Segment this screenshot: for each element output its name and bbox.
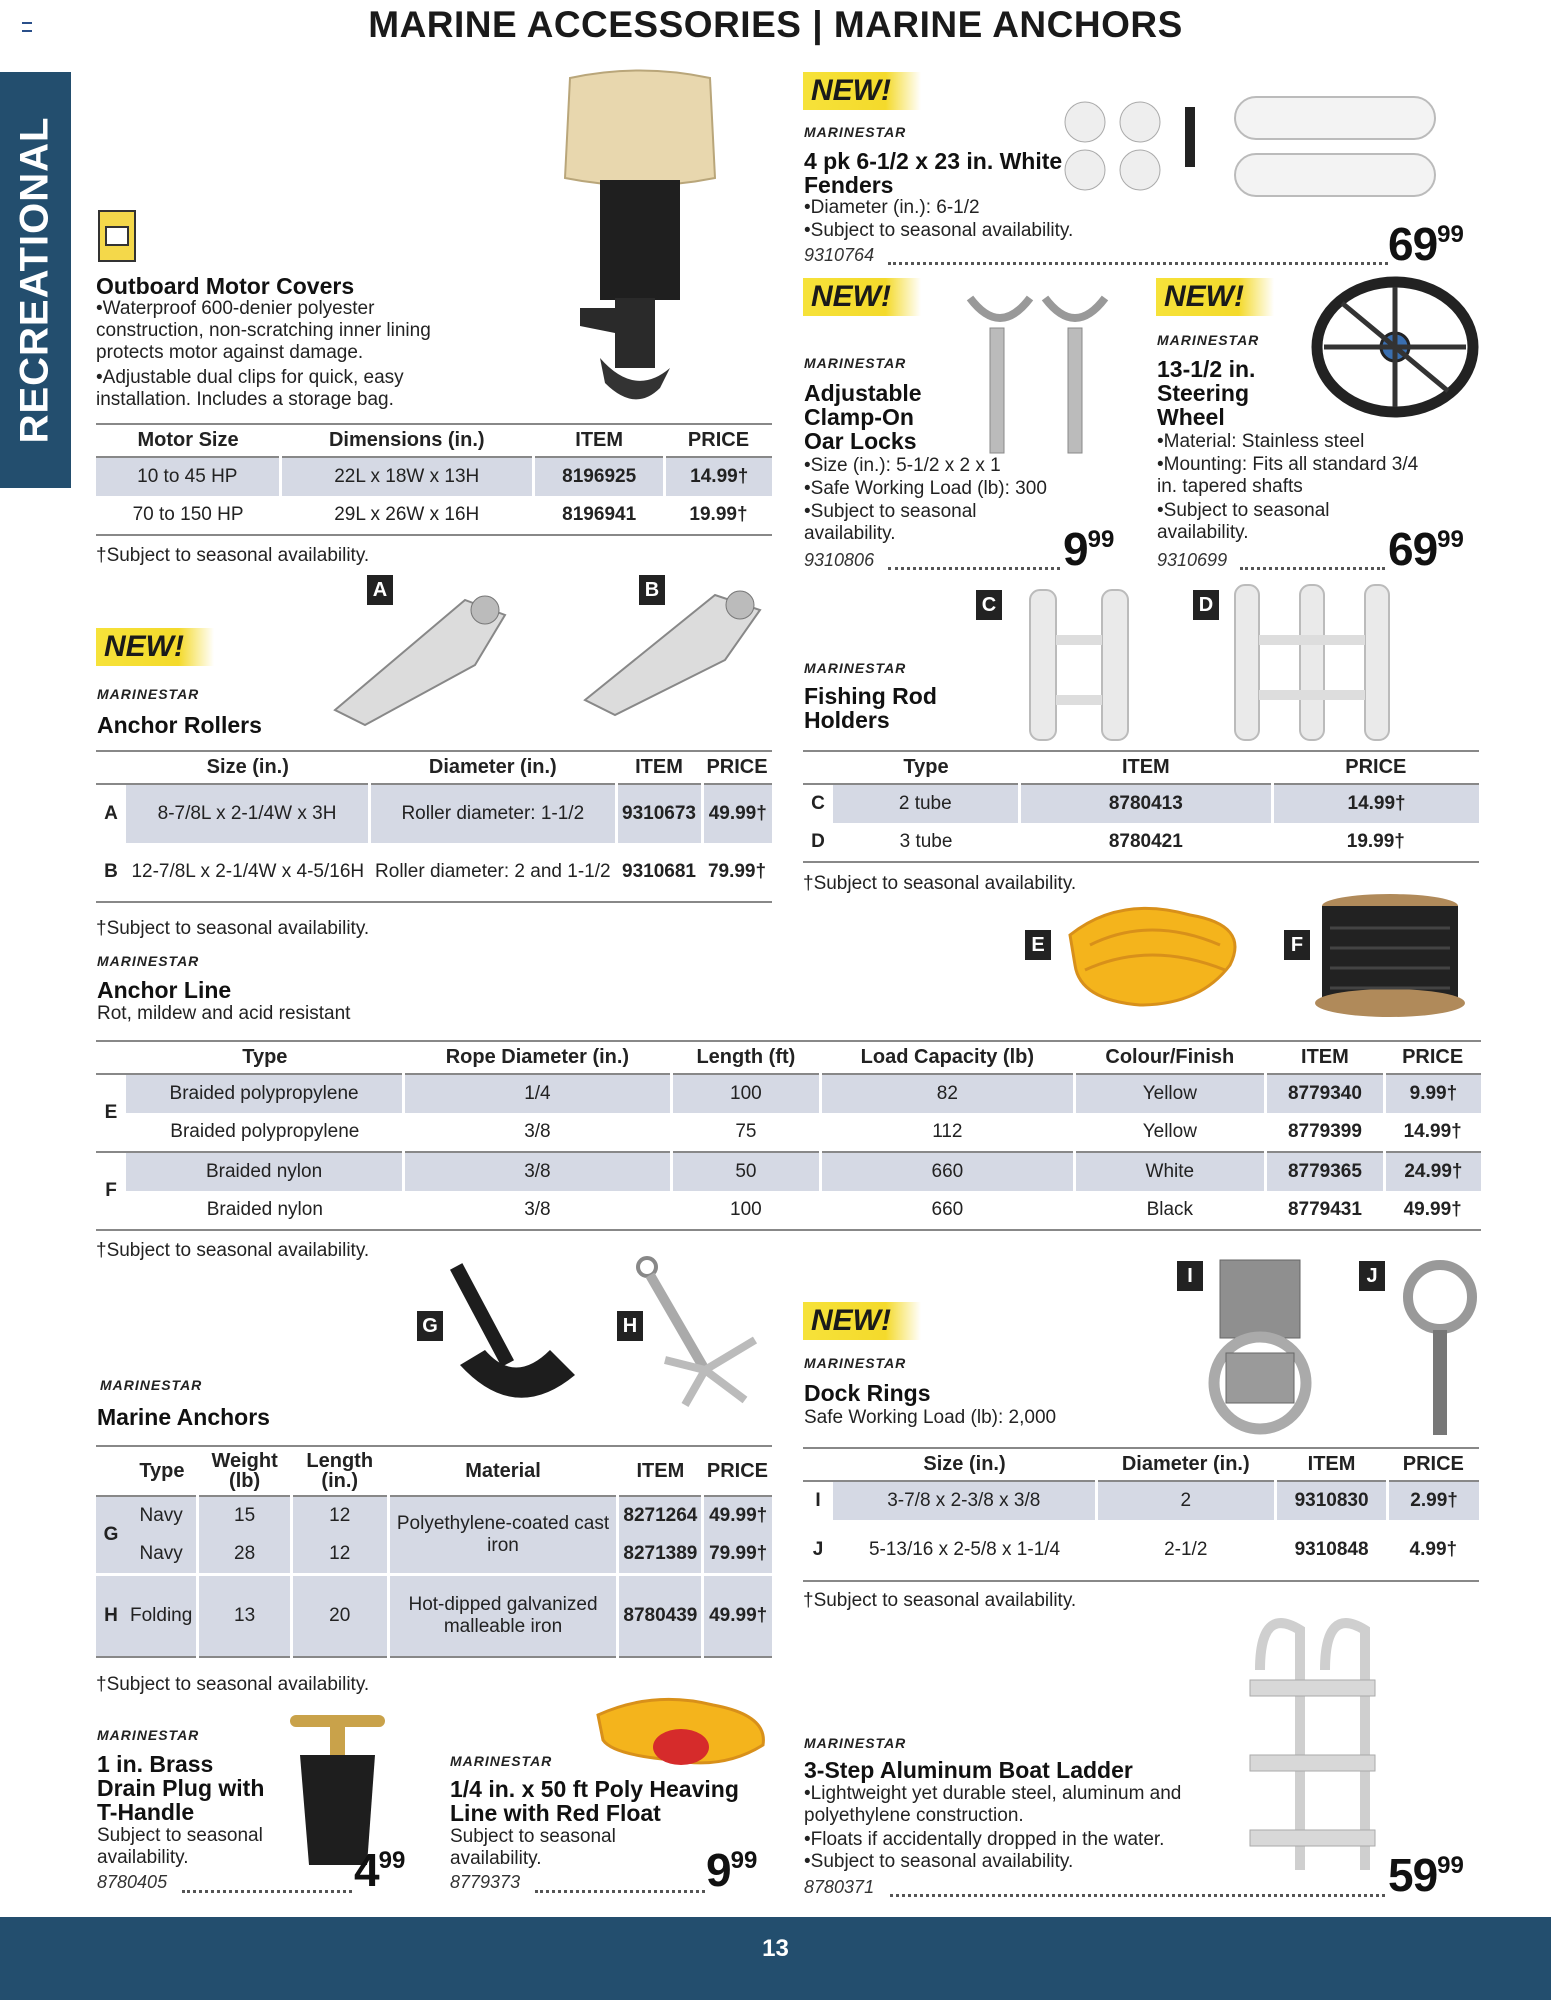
cell: Navy [126, 1535, 198, 1575]
brand-logo: MARINESTAR [804, 660, 907, 676]
rod-holders-table [803, 750, 1479, 863]
cell: 8780413 [1019, 784, 1273, 823]
col-header: Size (in.) [126, 751, 370, 784]
cell: 19.99† [1273, 823, 1479, 862]
cell: 100 [671, 1191, 820, 1230]
image-label-j: J [1359, 1261, 1385, 1291]
marine-anchors-title: Marine Anchors [97, 1404, 270, 1430]
boat-ladder-bullet-3: •Subject to seasonal availability. [804, 1851, 1074, 1872]
cell: 9310681 [616, 843, 702, 902]
cell: 3/8 [404, 1191, 672, 1230]
brand-logo: MARINESTAR [1157, 332, 1260, 348]
cell: 8196941 [533, 496, 665, 535]
col-header: Weight (lb) [198, 1446, 292, 1496]
brand-logo: MARINESTAR [804, 355, 907, 371]
cell: 3/8 [404, 1113, 672, 1152]
price-cents: 99 [378, 1847, 406, 1874]
image-label-i: I [1177, 1261, 1203, 1291]
col-header: PRICE [1273, 751, 1479, 784]
motor-covers-bullet-1: •Waterproof 600-denier polyester construction, non-scratching inner lining protects motor against damage. [96, 298, 431, 363]
new-badge: NEW! [1156, 278, 1274, 316]
motor-cover-image [540, 68, 740, 413]
boat-ladder-bullet-1: •Lightweight yet durable steel, aluminum and polyethylene construction. [804, 1783, 1182, 1826]
col-header: Length (in.) [291, 1446, 388, 1496]
col-header: Motor Size [96, 424, 280, 457]
brand-logo: MARINESTAR [100, 1377, 203, 1393]
image-label-b: B [639, 575, 665, 605]
oar-locks-sku: 9310806 [804, 550, 875, 570]
table-row [96, 496, 772, 535]
fenders-image [1045, 92, 1485, 207]
price-dollars: 59 [1388, 1849, 1438, 1901]
steering-wheel-title: 13-1/2 in. Steering Wheel [1157, 356, 1256, 430]
col-header [803, 751, 833, 784]
heaving-line-title: 1/4 in. x 50 ft Poly Heaving Line with Red Float [450, 1776, 739, 1826]
steering-wheel-sku: 9310699 [1157, 550, 1228, 570]
col-header: ITEM [618, 1446, 703, 1496]
section-tab [0, 72, 71, 488]
cell: 8780439 [618, 1575, 703, 1658]
heaving-line-desc: Subject to seasonal availability. [450, 1826, 616, 1869]
cell: 24.99† [1384, 1152, 1481, 1191]
cell: 29L x 26W x 16H [280, 496, 533, 535]
cell: Folding [126, 1575, 198, 1658]
table-row [96, 1113, 1481, 1152]
heaving-line-price [706, 1843, 757, 1897]
image-label-e: E [1025, 930, 1051, 960]
image-label-a: A [367, 575, 393, 605]
table-row [96, 843, 772, 902]
price-cents: 99 [1437, 221, 1464, 248]
brand-logo: MARINESTAR [804, 1735, 907, 1751]
fenders-sku: 9310764 [804, 245, 875, 265]
seasonal-note: †Subject to seasonal availability. [803, 1590, 1077, 1611]
leader-dots [535, 1890, 705, 1893]
cell: 8779399 [1266, 1113, 1385, 1152]
power-test-icon [98, 210, 136, 262]
rod-holders-title: Fishing Rod Holders [804, 683, 937, 733]
cell: 3/8 [404, 1152, 672, 1191]
drain-plug-sku: 8780405 [97, 1872, 168, 1892]
cell: 9310848 [1275, 1520, 1387, 1581]
col-header: PRICE [1384, 1041, 1481, 1074]
leader-dots [888, 262, 1388, 265]
table-row [96, 784, 772, 843]
col-header: Type [833, 751, 1019, 784]
table-row [803, 823, 1479, 862]
rod-holder-3-tube-image [1225, 580, 1405, 745]
cell: Braided nylon [126, 1152, 404, 1191]
cell: Polyethylene-coated cast iron [388, 1496, 618, 1575]
row-label: F [96, 1152, 126, 1230]
page-number: 13 [762, 1935, 789, 1962]
row-label: C [803, 784, 833, 823]
cell: 12-7/8L x 2-1/4W x 4-5/16H [126, 843, 370, 902]
heaving-line-image [593, 1685, 773, 1780]
steering-wheel-bullet-1: •Material: Stainless steel [1157, 431, 1365, 452]
anchor-line-subtitle: Rot, mildew and acid resistant [97, 1003, 351, 1024]
cell: 22L x 18W x 13H [280, 457, 533, 496]
marine-anchors-table [96, 1445, 772, 1658]
cell: 49.99† [703, 1575, 772, 1658]
steering-wheel-bullet-2: •Mounting: Fits all standard 3/4 in. tapered shafts [1157, 454, 1419, 497]
cell: Braided polypropylene [126, 1113, 404, 1152]
image-label-g: G [417, 1311, 443, 1341]
anchor-roller-b-image [575, 575, 775, 725]
brand-logo: MARINESTAR [97, 686, 200, 702]
cell: 82 [821, 1074, 1075, 1113]
image-label-d: D [1193, 590, 1219, 620]
boat-ladder-price [1388, 1848, 1464, 1902]
cell: 14.99† [1384, 1113, 1481, 1152]
cell: 49.99† [703, 1496, 772, 1535]
table-row [803, 1481, 1479, 1520]
col-header: ITEM [1266, 1041, 1385, 1074]
table-row [96, 457, 772, 496]
boat-ladder-image [1240, 1600, 1390, 1880]
row-label: J [803, 1520, 833, 1581]
cell: 49.99† [702, 784, 772, 843]
row-label: E [96, 1074, 126, 1152]
cell: 13 [198, 1575, 292, 1658]
brand-logo: MARINESTAR [804, 1355, 907, 1371]
new-badge: NEW! [803, 72, 921, 110]
col-header: PRICE [702, 751, 772, 784]
oar-locks-image [960, 278, 1120, 458]
anchor-line-table [96, 1040, 1481, 1231]
drain-plug-title: 1 in. Brass Drain Plug with T-Handle [97, 1751, 265, 1825]
drain-plug-desc: Subject to seasonal availability. [97, 1825, 263, 1868]
cell: 49.99† [1384, 1191, 1481, 1230]
col-header: Rope Diameter (in.) [404, 1041, 672, 1074]
cell: 2-1/2 [1096, 1520, 1275, 1581]
cell: 9.99† [1384, 1074, 1481, 1113]
cell: 14.99† [1273, 784, 1479, 823]
dock-rings-subtitle: Safe Working Load (lb): 2,000 [804, 1407, 1057, 1428]
cell: 19.99† [665, 496, 772, 535]
page-footer [0, 1917, 1551, 2000]
cell: 79.99† [703, 1535, 772, 1575]
brand-logo: MARINESTAR [804, 124, 907, 140]
anchor-roller-a-image [325, 575, 525, 735]
row-label: I [803, 1481, 833, 1520]
price-dollars: 69 [1388, 523, 1438, 575]
cell: 8780421 [1019, 823, 1273, 862]
new-badge: NEW! [96, 628, 214, 666]
col-header: PRICE [665, 424, 772, 457]
cell: 9310830 [1275, 1481, 1387, 1520]
row-label: H [96, 1575, 126, 1658]
seasonal-note: †Subject to seasonal availability. [96, 1240, 370, 1261]
seasonal-note: †Subject to seasonal availability. [96, 545, 370, 566]
col-header: Dimensions (in.) [280, 424, 533, 457]
table-row [96, 1575, 772, 1658]
fenders-title: 4 pk 6-1/2 x 23 in. White Fenders [804, 148, 1063, 198]
cell: 100 [671, 1074, 820, 1113]
motor-covers-table [96, 423, 772, 536]
new-badge: NEW! [803, 278, 921, 316]
dock-ring-i-image [1198, 1258, 1318, 1443]
col-header: Colour/Finish [1074, 1041, 1265, 1074]
cell: White [1074, 1152, 1265, 1191]
col-header: ITEM [1275, 1448, 1387, 1481]
cell: 2 [1096, 1481, 1275, 1520]
oar-locks-bullet-3: •Subject to seasonal availability. [804, 501, 977, 544]
cell: 15 [198, 1496, 292, 1535]
cell: 14.99† [665, 457, 772, 496]
cell: 8779431 [1266, 1191, 1385, 1230]
brand-logo: MARINESTAR [97, 953, 200, 969]
cell: Yellow [1074, 1074, 1265, 1113]
price-cents: 99 [1087, 526, 1115, 553]
rod-holder-2-tube-image [1020, 585, 1140, 745]
col-header [96, 751, 126, 784]
cell: 9310673 [616, 784, 702, 843]
brand-logo: MARINESTAR [450, 1753, 553, 1769]
cell: 12 [291, 1535, 388, 1575]
black-rope-spool-image [1310, 888, 1485, 1023]
cell: 112 [821, 1113, 1075, 1152]
boat-ladder-sku: 8780371 [804, 1877, 875, 1897]
fenders-price [1388, 217, 1464, 271]
row-label: G [96, 1496, 126, 1575]
col-header [96, 1041, 126, 1074]
row-label: A [96, 784, 126, 843]
cell: 10 to 45 HP [96, 457, 280, 496]
cell: Braided polypropylene [126, 1074, 404, 1113]
col-header: Size (in.) [833, 1448, 1096, 1481]
motor-covers-title: Outboard Motor Covers [96, 273, 355, 299]
oar-locks-bullet-1: •Size (in.): 5-1/2 x 2 x 1 [804, 455, 1001, 476]
cell: 3-7/8 x 2-3/8 x 3/8 [833, 1481, 1096, 1520]
cell: 5-13/16 x 2-5/8 x 1-1/4 [833, 1520, 1096, 1581]
cell: Navy [126, 1496, 198, 1535]
boat-ladder-title: 3-Step Aluminum Boat Ladder [804, 1757, 1133, 1783]
oar-locks-title: Adjustable Clamp-On Oar Locks [804, 380, 922, 454]
col-header: Diameter (in.) [1096, 1448, 1275, 1481]
cell: 8-7/8L x 2-1/4W x 3H [126, 784, 370, 843]
price-cents: 99 [730, 1847, 758, 1874]
price-cents: 99 [1437, 1852, 1464, 1879]
fenders-bullet-2: •Subject to seasonal availability. [804, 220, 1074, 241]
folding-anchor-image [625, 1255, 770, 1415]
col-header: ITEM [1019, 751, 1273, 784]
cell: 20 [291, 1575, 388, 1658]
col-header [803, 1448, 833, 1481]
col-header: ITEM [616, 751, 702, 784]
table-row [96, 1496, 772, 1535]
section-tab-label: RECREATIONAL [12, 116, 57, 444]
oar-locks-price [1063, 522, 1114, 576]
cell: 75 [671, 1113, 820, 1152]
cell: 8196925 [533, 457, 665, 496]
leader-dots [1240, 567, 1385, 570]
price-dollars: 9 [706, 1844, 731, 1896]
cell: Yellow [1074, 1113, 1265, 1152]
row-label: D [803, 823, 833, 862]
cell: 28 [198, 1535, 292, 1575]
price-dollars: 4 [354, 1844, 379, 1896]
image-label-c: C [976, 590, 1002, 620]
col-header [96, 1446, 126, 1496]
cell: Braided nylon [126, 1191, 404, 1230]
dock-ring-j-image [1395, 1255, 1485, 1440]
col-header: Material [388, 1446, 618, 1496]
dock-rings-table [803, 1447, 1479, 1582]
cell: Roller diameter: 2 and 1-1/2 [370, 843, 616, 902]
brand-logo: MARINESTAR [97, 1727, 200, 1743]
steering-wheel-price [1388, 522, 1464, 576]
table-row [96, 1191, 1481, 1230]
col-header: ITEM [533, 424, 665, 457]
cell: 2 tube [833, 784, 1019, 823]
cell: 8779340 [1266, 1074, 1385, 1113]
cell: 4.99† [1388, 1520, 1479, 1581]
page-title: MARINE ACCESSORIES | MARINE ANCHORS [368, 4, 1183, 45]
col-header: Type [126, 1446, 198, 1496]
leader-dots [890, 1894, 1385, 1897]
table-row [803, 784, 1479, 823]
anchor-rollers-table [96, 750, 772, 903]
table-row [96, 1152, 1481, 1191]
price-dollars: 69 [1388, 218, 1438, 270]
seasonal-note: †Subject to seasonal availability. [803, 873, 1077, 894]
cell: 660 [821, 1152, 1075, 1191]
image-label-h: H [617, 1311, 643, 1341]
yellow-rope-image [1060, 895, 1260, 1025]
cell: 660 [821, 1191, 1075, 1230]
cell: 12 [291, 1496, 388, 1535]
leader-dots [182, 1890, 352, 1893]
cell: 1/4 [404, 1074, 672, 1113]
motor-covers-bullet-2: •Adjustable dual clips for quick, easy installation. Includes a storage bag. [96, 367, 404, 410]
heaving-line-sku: 8779373 [450, 1872, 521, 1892]
col-header: PRICE [1388, 1448, 1479, 1481]
col-header: Length (ft) [671, 1041, 820, 1074]
seasonal-note: †Subject to seasonal availability. [96, 918, 370, 939]
dock-rings-title: Dock Rings [804, 1380, 931, 1406]
oar-locks-bullet-2: •Safe Working Load (lb): 300 [804, 478, 1047, 499]
new-badge: NEW! [803, 1302, 921, 1340]
navy-anchor-image [440, 1255, 590, 1425]
steering-wheel-bullet-3: •Subject to seasonal availability. [1157, 500, 1330, 543]
price-cents: 99 [1437, 526, 1464, 553]
cell: 79.99† [702, 843, 772, 902]
leader-dots [888, 567, 1060, 570]
cell: 3 tube [833, 823, 1019, 862]
col-header: PRICE [703, 1446, 772, 1496]
cell: Black [1074, 1191, 1265, 1230]
col-header: Load Capacity (lb) [821, 1041, 1075, 1074]
anchor-rollers-title: Anchor Rollers [97, 712, 262, 738]
anchor-line-title: Anchor Line [97, 977, 232, 1003]
col-header: Diameter (in.) [370, 751, 616, 784]
table-row [96, 1074, 1481, 1113]
row-label: B [96, 843, 126, 902]
col-header: Type [126, 1041, 404, 1074]
boat-ladder-bullet-2: •Floats if accidentally dropped in the water. [804, 1829, 1165, 1850]
cell: Hot-dipped galvanized malleable iron [388, 1575, 618, 1658]
cell: Roller diameter: 1-1/2 [370, 784, 616, 843]
cell: 8271264 [618, 1496, 703, 1535]
cell: 70 to 150 HP [96, 496, 280, 535]
cell: 8779365 [1266, 1152, 1385, 1191]
table-row [803, 1520, 1479, 1581]
steering-wheel-image [1310, 275, 1480, 425]
image-label-f: F [1284, 930, 1310, 960]
seasonal-note: †Subject to seasonal availability. [96, 1674, 370, 1695]
fenders-bullet-1: •Diameter (in.): 6-1/2 [804, 197, 980, 218]
cell: 2.99† [1388, 1481, 1479, 1520]
price-dollars: 9 [1063, 523, 1088, 575]
cell: 8271389 [618, 1535, 703, 1575]
cell: 50 [671, 1152, 820, 1191]
drain-plug-price [354, 1843, 405, 1897]
